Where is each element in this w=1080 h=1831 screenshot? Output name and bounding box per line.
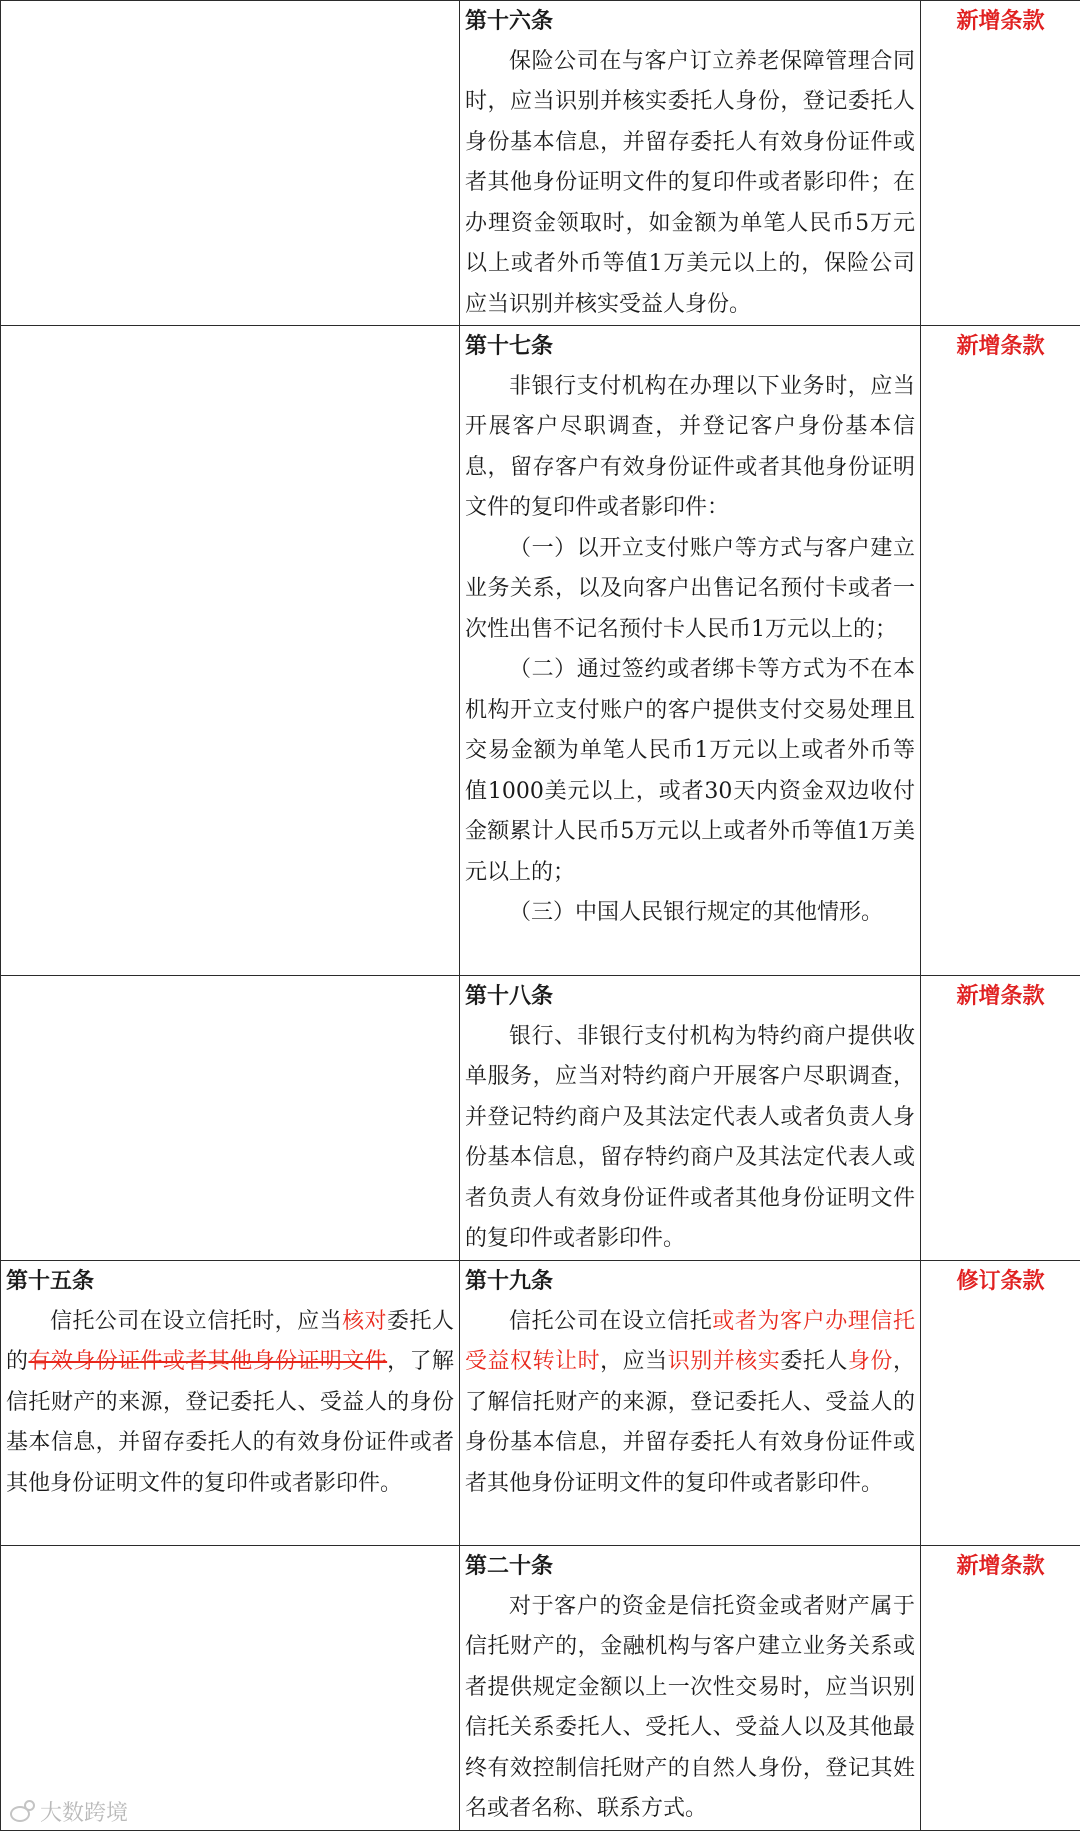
deleted-text: 核对 [342, 1309, 387, 1334]
article-title: 第十七条 [465, 326, 915, 367]
article-title: 第十五条 [6, 1261, 454, 1302]
article-title: 第十九条 [465, 1261, 915, 1302]
new-text-cell [460, 976, 921, 1261]
new-text-cell [460, 1546, 921, 1831]
change-type-label: 新增条款 [921, 326, 1080, 976]
added-text: 身份 [848, 1349, 893, 1374]
table-row [1, 1, 1080, 326]
watermark-text: 大数跨境 [40, 1796, 128, 1827]
old-text-cell [1, 976, 460, 1261]
new-text-cell [460, 1261, 921, 1546]
change-type-label: 新增条款 [921, 1, 1080, 326]
article-paragraph: 对于客户的资金是信托资金或者财产属于信托财产的，金融机构与客户建立业务关系或者提供规定金额以上一次性交易时，应当识别信托关系委托人、受托人、受益人以及其他最终有效控制信托财产的自然人身份，登记其姓名或者名称、联系方式。 [465, 1587, 915, 1830]
article-paragraph [465, 1302, 915, 1505]
article-title: 第二十条 [465, 1546, 915, 1587]
old-text-cell [1, 1546, 460, 1831]
article-item: （一）以开立支付账户等方式与客户建立业务关系，以及向客户出售记名预付卡或者一次性出售不记名预付卡人民币1万元以上的； [465, 529, 915, 651]
article-item: （二）通过签约或者绑卡等方式为不在本机构开立支付账户的客户提供支付交易处理且交易金额为单笔人民币1万元以上或者外币等值1000美元以上，或者30天内资金双边收付金额累计人民币5万元以上或者外币等值1万美元以上的； [465, 650, 915, 893]
text-segment: 信托公司在设立信托 [509, 1309, 712, 1334]
old-text-cell [1, 1261, 460, 1546]
deleted-text: 有效身份证件或者其他身份证明文件 [28, 1349, 387, 1374]
old-text-cell [1, 326, 460, 976]
article-paragraph [6, 1302, 454, 1505]
article-paragraph: 保险公司在与客户订立养老保障管理合同时，应当识别并核实委托人身份，登记委托人身份基本信息，并留存委托人有效身份证件或者其他身份证明文件的复印件或者影印件；在办理资金领取时，如金额为单笔人民币5万元以上或者外币等值1万美元以上的，保险公司应当识别并核实受益人身份。 [465, 42, 915, 326]
change-type-label: 新增条款 [921, 1546, 1080, 1831]
table-row [1, 1261, 1080, 1546]
added-text: 识别并核实 [668, 1349, 781, 1374]
text-segment: ，了解信托财产的来源，登记委托人、受益人的身份基本信息，并留存委托人有效身份证件或者其他身份证明文件的复印件或者影印件。 [465, 1349, 915, 1496]
article-paragraph: 银行、非银行支付机构为特约商户提供收单服务，应当对特约商户开展客户尽职调查，并登记特约商户及其法定代表人或者负责人身份基本信息，留存特约商户及其法定代表人或者负责人有效身份证件或者其他身份证明文件的复印件或者影印件。 [465, 1017, 915, 1260]
article-item: （三）中国人民银行规定的其他情形。 [465, 893, 915, 934]
text-segment: 委托人的 [6, 1309, 454, 1375]
new-text-cell [460, 1, 921, 326]
article-title: 第十八条 [465, 976, 915, 1017]
text-segment: ，应当 [600, 1349, 668, 1374]
change-type-label: 修订条款 [921, 1261, 1080, 1546]
weibo-logo-icon [8, 1798, 34, 1824]
article-paragraph: 非银行支付机构在办理以下业务时，应当开展客户尽职调查，并登记客户身份基本信息，留存客户有效身份证件或者其他身份证明文件的复印件或者影印件： [465, 367, 915, 529]
article-title: 第十六条 [465, 1, 915, 42]
table-row [1, 326, 1080, 976]
change-type-label: 新增条款 [921, 976, 1080, 1261]
table-row [1, 976, 1080, 1261]
added-text: 或者为客户办理信托受益权转让时 [465, 1309, 915, 1375]
table-row [1, 1546, 1080, 1831]
new-text-cell [460, 326, 921, 976]
text-segment: 信托公司在设立信托时，应当 [50, 1309, 342, 1334]
watermark [8, 1797, 128, 1825]
old-text-cell [1, 1, 460, 326]
text-segment: 委托人 [780, 1349, 848, 1374]
text-segment: ，了解信托财产的来源，登记委托人、受益人的身份基本信息，并留存委托人的有效身份证件或者其他身份证明文件的复印件或者影印件。 [6, 1349, 454, 1496]
